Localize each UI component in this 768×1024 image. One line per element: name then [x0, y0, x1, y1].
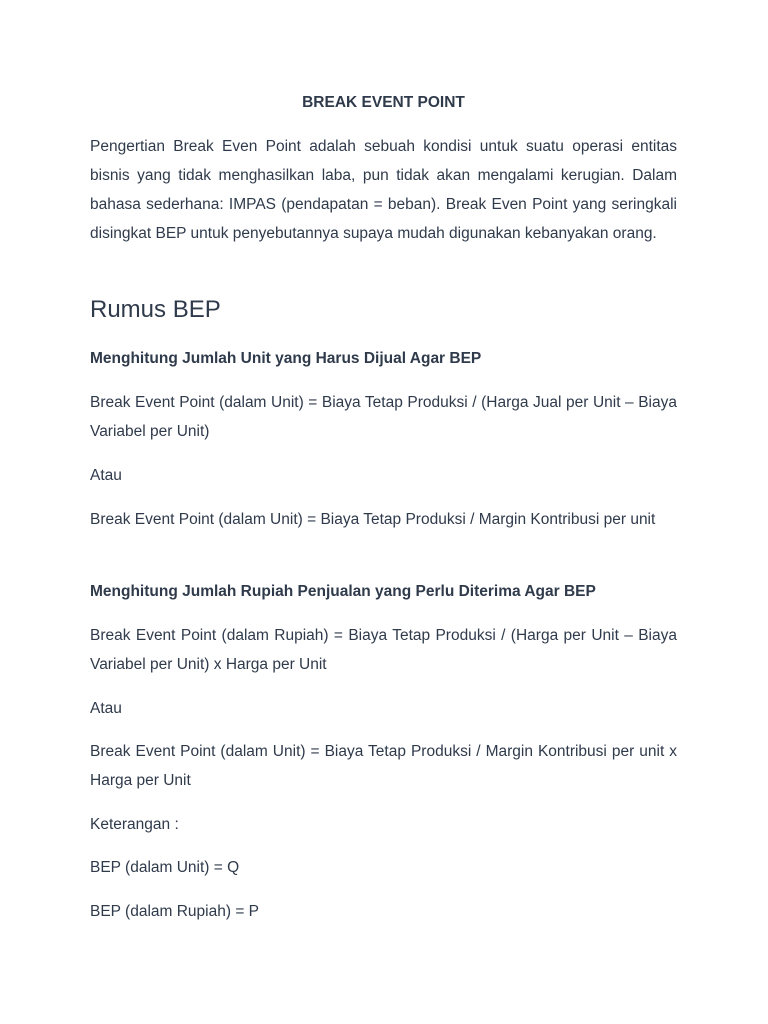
- unit-subheading: Menghitung Jumlah Unit yang Harus Dijual Agar BEP: [90, 350, 482, 367]
- rupiah-subheading: Menghitung Jumlah Rupiah Penjualan yang Perlu Diterima Agar BEP: [90, 583, 596, 600]
- note-p: BEP (dalam Rupiah) = P: [90, 903, 260, 920]
- section-heading: Rumus BEP: [90, 296, 221, 323]
- intro-paragraph: Pengertian Break Even Point adalah sebuah kondisi untuk suatu operasi entitas bisnis yang tidak menghasilkan laba, pun tidak akan mengalami kerugian. Dalam bahasa sederhana: IMPAS (pendapatan = beban). Break Even Point yang seringkali disingkat BEP untuk penyebutannya supaya mudah digunakan kebanyakan orang.: [90, 138, 677, 242]
- or-text-1: Atau: [90, 467, 122, 484]
- or-text-2: Atau: [90, 700, 122, 717]
- rupiah-formula-2: Break Event Point (dalam Unit) = Biaya Tetap Produksi / Margin Kontribusi per unit x Harga per Unit: [90, 743, 677, 789]
- unit-formula-2: Break Event Point (dalam Unit) = Biaya Tetap Produksi / Margin Kontribusi per unit: [90, 511, 656, 528]
- unit-formula-1: Break Event Point (dalam Unit) = Biaya Tetap Produksi / (Harga Jual per Unit – Biaya Variabel per Unit): [90, 394, 677, 440]
- rupiah-formula-1: Break Event Point (dalam Rupiah) = Biaya Tetap Produksi / (Harga per Unit – Biaya Variabel per Unit) x Harga per Unit: [90, 627, 677, 673]
- notes-label: Keterangan :: [90, 816, 179, 833]
- note-q: BEP (dalam Unit) = Q: [90, 859, 240, 876]
- document-title: BREAK EVENT POINT: [302, 94, 465, 111]
